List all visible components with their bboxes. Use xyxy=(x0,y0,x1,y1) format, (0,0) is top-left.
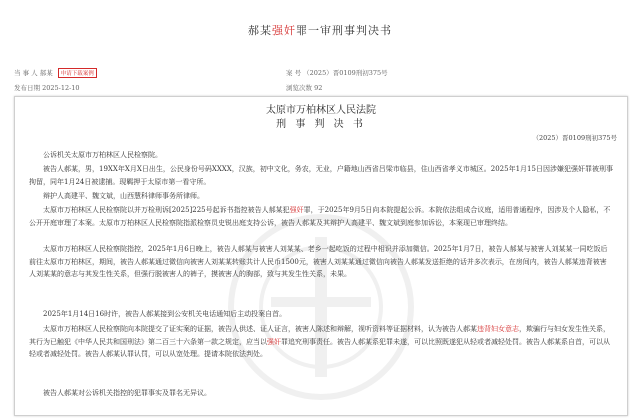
meta-views-label: 浏览次数 xyxy=(286,84,312,92)
court-emblem-watermark-icon xyxy=(221,207,421,407)
para-defendant-statement: 被告人郝某对公诉机关指控的犯罪事实及罪名无异议。 xyxy=(43,389,211,397)
judgment-document xyxy=(14,96,628,416)
para-evidence-b: ，欺骗行与妇女发生性关系，其行为已触犯《中华人民共和国刑法》第二百三十六条第一款之规定，应当以 xyxy=(29,325,610,346)
para-indictment-highlight: 强奸 xyxy=(289,206,304,214)
para-evidence-c: 罪追究刑事责任。被告人郝某系犯罪未遂，可以比照既遂犯从轻或者减轻处罚。被告人郝某系自首，可以从轻或者减轻处罚。被告人郝某认罪认罚，可以从宽处理。提请本院依法判处。 xyxy=(29,337,610,358)
meta-date xyxy=(14,83,80,92)
para-evidence-highlight: 违背妇女意志 xyxy=(477,325,519,333)
title-suffix: 罪一审刑事判决书 xyxy=(296,24,392,37)
court-name: 太原市万柏林区人民法院 xyxy=(266,105,376,116)
para-indictment-a: 太原市万柏林区人民检察院以并万检刑诉[2025]225号起诉书指控被告人郝某犯 xyxy=(43,206,290,214)
para-indictment xyxy=(29,204,613,229)
meta-author-label: 当 事 人 xyxy=(14,69,38,77)
para-prosecutor: 公诉机关太原市万柏林区人民检察院。 xyxy=(43,151,162,159)
para-evidence-highlight-2: 强奸 xyxy=(267,337,281,346)
para-indictment-b: 罪，于2025年9月5日向本院提起公诉。本院依法组成合议庭，适用普通程序，因涉及个人隐私，不公开开庭审理了本案。太原市万柏林区人民检察院指派检察员史锐出庭支持公诉，被告人郝某及其辩护人高建平、魏文斌到庭参加诉讼，本案现已审理终结。 xyxy=(29,206,611,227)
meta-views-value: 92 xyxy=(314,84,323,92)
meta-date-label: 发布日期 xyxy=(14,84,40,92)
para-charges: 太原市万柏林区人民检察院指控，2025年1月6日晚上，被告人郝某与被害人刘某某、老乡一起吃饭的过程中相识并添加微信。2025年1月7日，被告人郝某与被害人刘某某一同吃饭后前往太原市万柏林区，期间，被告人郝某通过微信向被害人刘某某转账共计人民币1500元，被害人刘某某通过微信向被告人郝某发送拒绝的话并多次表示，在房间内，被告人郝某违背被害人刘某某的意志与其发生性关系，但强行脱被害人的裤子，摸被害人的胸部，致与其发生性关系，未果。 xyxy=(29,245,608,278)
para-defense-counsel: 辩护人高建平、魏文斌，山西慧科律师事务所律师。 xyxy=(43,192,204,200)
para-surrender: 2025年1月14日16时许，被告人郝某接到公安机关电话通知后主动投案自首。 xyxy=(43,310,287,318)
document-case-number: （2025）晋0109刑初375号 xyxy=(532,134,617,142)
document-heading: 刑 事 判 决 书 xyxy=(276,119,366,130)
para-defendant: 被告人郝某，男，19XX年X月X日出生，公民身份号码XXXX，汉族，初中文化，务农，无业，户籍地山西省吕梁市临县，住山西省孝义市城区。2025年1月15日因涉嫌犯强奸罪被刑事拘留，同年1月24日被逮捕。现羁押于太原市第一看守所。 xyxy=(29,165,613,186)
meta-caseno-label: 案 号 xyxy=(286,69,302,77)
meta-author-value: 郝某 xyxy=(39,69,53,77)
para-evidence-a: 太原市万柏林区人民检察院向本院提交了证实案的证据，被告人供述、证人证言，被害人陈述和辩解，视听资料等证据材料，认为被告人郝某 xyxy=(43,325,477,333)
para-evidence xyxy=(29,323,613,361)
meta-author xyxy=(14,68,97,78)
meta-date-value: 2025-12-10 xyxy=(42,84,80,92)
download-case-tag[interactable]: 申请下载案例 xyxy=(58,68,97,78)
page-title xyxy=(0,22,640,38)
title-prefix: 郝某 xyxy=(248,24,272,37)
meta-caseno-value: （2025）晋0109刑初375号 xyxy=(303,69,388,77)
meta-caseno xyxy=(286,68,388,77)
meta-views xyxy=(286,83,322,92)
title-highlight: 强奸 xyxy=(272,24,296,37)
